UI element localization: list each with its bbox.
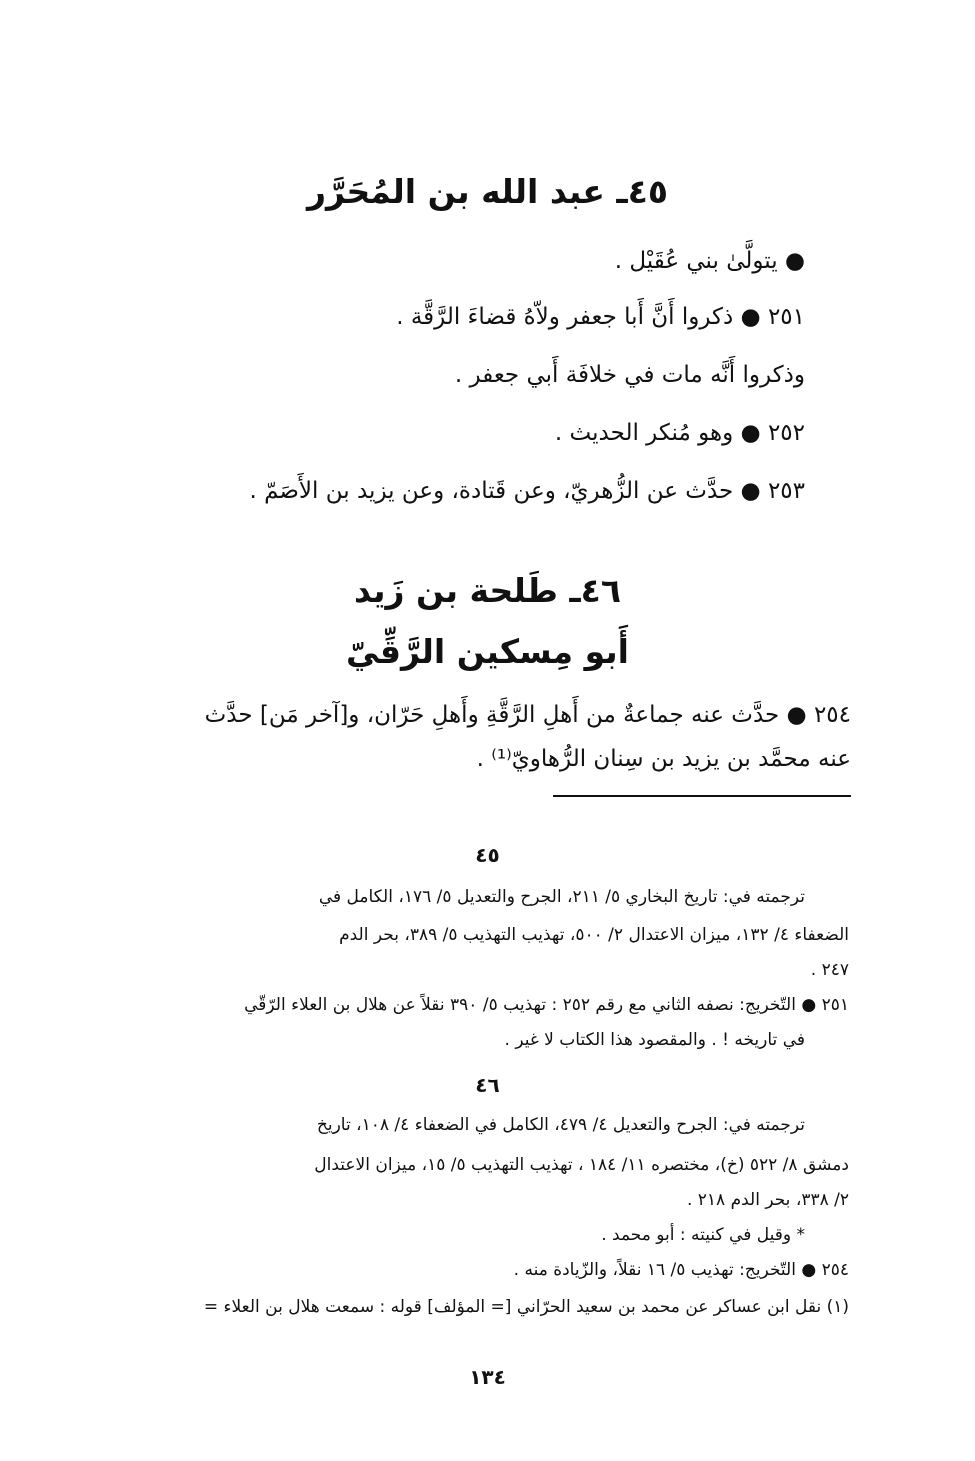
entry-46-subtitle: أَبو مِسكين الرَّقِّيّ [346, 632, 629, 671]
footnote-46-line-3: ٢/ ٣٣٨، بحر الدم ٢١٨ . [686, 1190, 849, 1210]
entry-46-line-2: عنه محمَّد بن يزيد بن سِنان الرُّهاويّ⁽¹⁾ . [476, 746, 851, 772]
entry-46-title: ٤٦ـ طَلحة بن زَيد [354, 571, 621, 610]
entry-45-line-2: ٢٥١ ● ذكروا أَنَّ أَبا جعفر ولاّهُ قضاءَ الرَّقَّة . [396, 304, 805, 330]
page-number: ١٣٤ [469, 1365, 506, 1389]
entry-45-line-3: وذكروا أَنَّه مات في خلافَة أَبي جعفر . [454, 362, 805, 388]
footnote-46-heading: ٤٦ [475, 1073, 500, 1097]
footnote-46-line-1: ترجمته في: الجرح والتعديل ٤/ ٤٧٩، الكامل في الضعفاء ٤/ ١٠٨، تاريخ [316, 1115, 805, 1135]
footnote-46-line-2: دمشق ٨/ ٥٢٢ (خ)، مختصره ١١/ ١٨٤ ، تهذيب التهذيب ٥/ ١٥، ميزان الاعتدال [314, 1155, 849, 1175]
entry-45-title: ٤٥ـ عبد الله بن المُحَرَّر [306, 172, 668, 211]
footnote-46-line-4: * وقيل في كنيته : أبو محمد . [601, 1225, 805, 1245]
entry-45-line-5: ٢٥٣ ● حدَّث عن الزُّهريّ، وعن قَتادة، وعن يزيد بن الأَصَمّ . [249, 478, 805, 504]
footnote-45-line-2: الضعفاء ٤/ ١٣٢، ميزان الاعتدال ٢/ ٥٠٠، تهذيب التهذيب ٥/ ٣٨٩، بحر الدم [339, 925, 849, 945]
footnote-45-line-4: ٢٥١ ● التّخريج: نصفه الثاني مع رقم ٢٥٢ : تهذيب ٥/ ٣٩٠ نقلاً عن هلال بن العلاء الرّقّي [244, 995, 849, 1015]
footnote-45-heading: ٤٥ [475, 843, 500, 867]
entry-45-line-4: ٢٥٢ ● وهو مُنكر الحديث . [554, 420, 805, 446]
footnote-46-line-5: ٢٥٤ ● التّخريج: تهذيب ٥/ ١٦ نقلاً، والزّيادة منه . [513, 1260, 849, 1280]
entry-45-line-1: ● يتولَّىٰ بني عُقَيْل . [614, 248, 805, 274]
footnote-45-line-5: في تاريخه ! . والمقصود هذا الكتاب لا غير . [504, 1030, 805, 1050]
footnote-separator [553, 795, 851, 797]
footnote-1-line: (١) نقل ابن عساكر عن محمد بن سعيد الحرّاني [= المؤلف] قوله : سمعت هلال بن العلاء = [203, 1297, 849, 1317]
footnote-45-line-3: ٢٤٧ . [810, 960, 849, 980]
footnote-45-line-1: ترجمته في: تاريخ البخاري ٥/ ٢١١، الجرح والتعديل ٥/ ١٧٦، الكامل في [318, 887, 805, 907]
entry-46-line-1: ٢٥٤ ● حدَّث عنه جماعةٌ من أَهلِ الرَّقَّةِ وأَهلِ حَرّان، و[آخر مَن] حدَّث [204, 702, 851, 728]
